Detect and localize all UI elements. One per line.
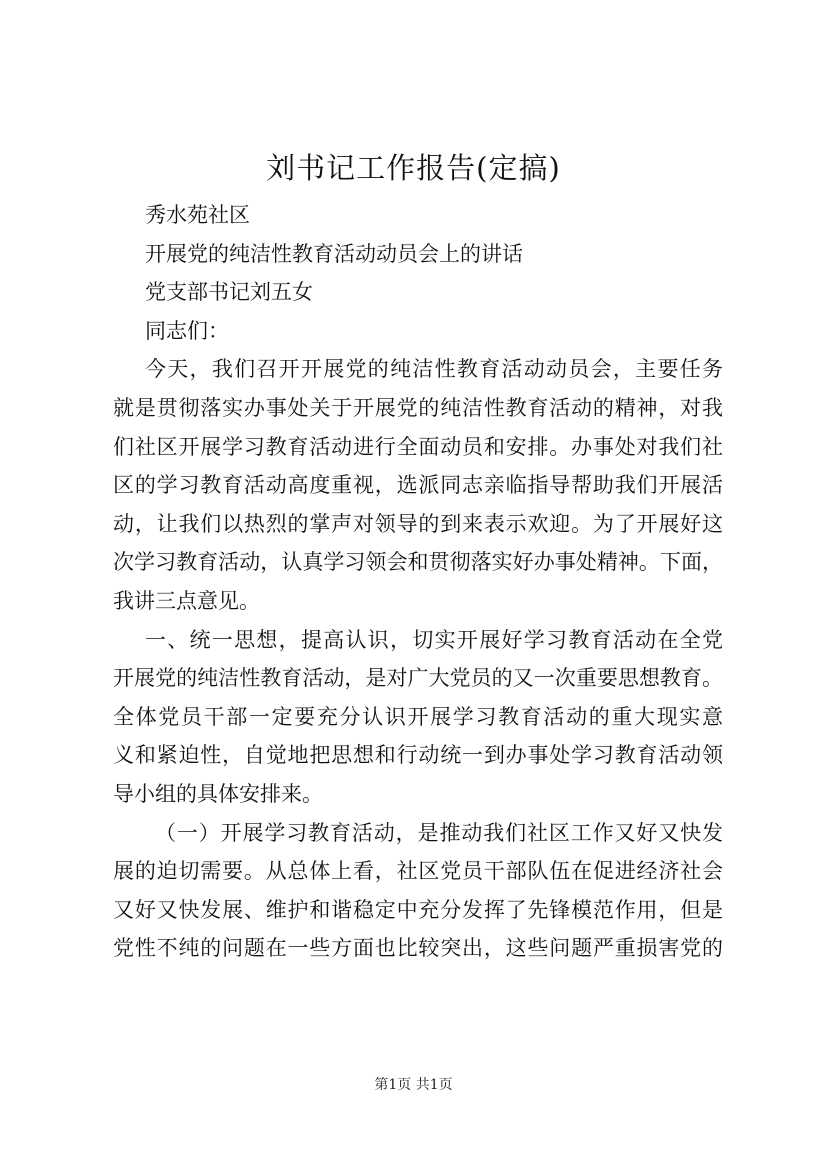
salutation: 同志们： (145, 318, 229, 343)
paragraph-line: 党性不纯的问题在一些方面也比较突出，这些问题严重损害党的 (113, 936, 723, 961)
paragraph-line: 区的学习教育活动高度重视，选派同志亲临指导帮助我们开展活 (113, 473, 723, 498)
paragraph-line: 导小组的具体安排来。 (113, 781, 323, 806)
paragraph-line: 又好又快发展、维护和谐稳定中充分发挥了先锋模范作用，但是 (113, 897, 723, 922)
page-footer (0, 1076, 827, 1094)
paragraph-line: 我讲三点意见。 (113, 588, 260, 613)
paragraph-line: 开展党的纯洁性教育活动，是对广大党员的又一次重要思想教育。 (113, 666, 723, 691)
paragraph-line: 动，让我们以热烈的掌声对领导的到来表示欢迎。为了开展好这 (113, 511, 723, 536)
paragraph-line: 今天，我们召开开展党的纯洁性教育活动动员会，主要任务 (145, 357, 723, 382)
paragraph-line: 次学习教育活动，认真学习领会和贯彻落实好办事处精神。下面， (113, 550, 723, 575)
paragraph-line: 一、统一思想，提高认识，切实开展好学习教育活动在全党 (145, 627, 723, 652)
document-title: 刘书记工作报告(定搞) (266, 151, 561, 185)
speaker-name: 党支部书记刘五女 (145, 280, 313, 305)
speech-title: 开展党的纯洁性教育活动动员会上的讲话 (145, 241, 523, 266)
document-body (113, 196, 723, 968)
paragraph-line: 就是贯彻落实办事处关于开展党的纯洁性教育活动的精神，对我 (113, 395, 723, 420)
paragraph-line: （一）开展学习教育活动，是推动我们社区工作又好又快发 (155, 820, 723, 845)
paragraph-line: 展的迫切需要。从总体上看，社区党员干部队伍在促进经济社会 (113, 859, 723, 884)
page-number-label: 第1页 共1页 (374, 1077, 453, 1093)
paragraph-line: 全体党员干部一定要充分认识开展学习教育活动的重大现实意 (113, 704, 723, 729)
paragraph-line: 们社区开展学习教育活动进行全面动员和安排。办事处对我们社 (113, 434, 723, 459)
paragraph-line: 义和紧迫性，自觉地把思想和行动统一到办事处学习教育活动领 (113, 743, 723, 768)
community-name: 秀水苑社区 (145, 203, 250, 227)
